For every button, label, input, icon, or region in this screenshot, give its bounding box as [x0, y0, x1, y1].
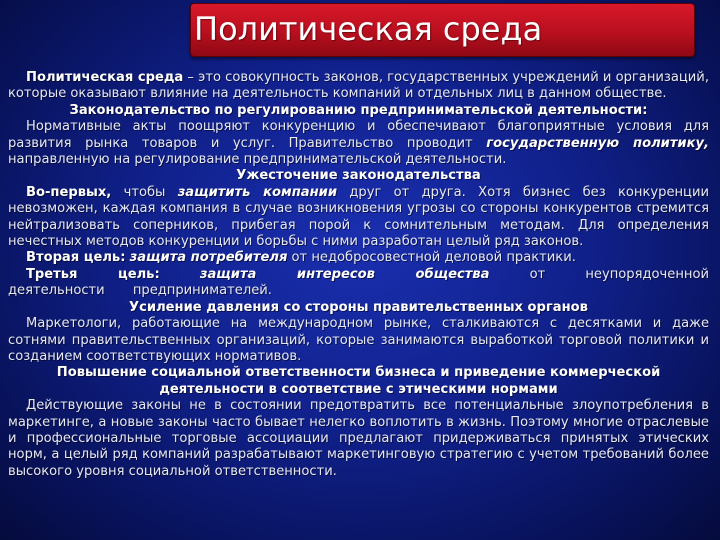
legislation-text-a: Нормативные акты поощряют конкуренцию и обеспечивают благоприятные условия для развития рынка товаров и услуг. Правительство проводит: [8, 119, 709, 151]
third-goal-emphasis: защита интересов общества: [199, 266, 490, 282]
heading-legislation: Законодательство по регулированию предпринимательской деятельности:: [69, 102, 648, 118]
slide-title: Политическая среда: [194, 10, 543, 48]
second-goal-text: от недобросовестной деловой практики.: [287, 250, 576, 266]
first-goal-text-b: друг от друга. Хотя бизнес без конкуренции невозможен, каждая компания в случае возникновения угрозы со стороны конкурентов стремится нейтрализовать соперников, прибегая порой к сомнительным методам. Для определения нечестных методов конкуренции и борьбы с ними разработан целый ряд законов.: [8, 184, 709, 250]
paragraph-second-goal: [8, 250, 709, 266]
paragraph-third-goal: [8, 267, 709, 300]
third-goal-lead: Третья цель:: [26, 266, 160, 282]
heading-social-responsibility: Повышение социальной ответственности бизнеса и приведение коммерческой деятельности в соответствие с этическими нормами: [56, 365, 661, 397]
heading-government-pressure: Усиление давления со стороны правительственных органов: [129, 299, 588, 315]
paragraph-government-pressure: Маркетологи, работающие на международном рынке, сталкиваются с десятками и даже сотнями правительственных организаций, которые занимаются выработкой торговой политики и созданием соответствующих нормативов.: [8, 316, 709, 364]
slide-body: [8, 70, 709, 480]
legislation-emphasis: государственную политику,: [486, 135, 709, 151]
paragraph-legislation: [8, 119, 709, 168]
first-goal-text-a: чтобы: [111, 184, 178, 200]
definition-text: – это совокупность законов, государственных учреждений и организаций, которые оказывают влияние на деятельность компаний и отдельных лиц в данном обществе.: [8, 70, 709, 102]
first-goal-emphasis: защитить компании: [177, 184, 338, 200]
second-goal-lead: Вторая цель:: [26, 250, 126, 266]
paragraph-definition: [8, 70, 709, 103]
heading-tightening: Ужесточение законодательства: [236, 168, 481, 184]
legislation-text-b: направленную на регулирование предпринимательской деятельности.: [8, 152, 507, 168]
paragraph-first-goal: [8, 185, 709, 251]
term-political-environment: Политическая среда: [26, 70, 184, 85]
paragraph-social-responsibility: Действующие законы не в состоянии предотвратить все потенциальные злоупотребления в маркетинге, а новые законы часто бывает нелегко воплотить в жизнь. Поэтому многие отраслевые и профессиональные торговые ассоциации предлагают придерживаться принятых этических норм, а целый ряд компаний разрабатывают маркетинговую стратегию с учетом требований более высокого уровня социальной ответственности.: [8, 398, 709, 479]
first-goal-lead: Во-первых,: [26, 184, 112, 200]
second-goal-emphasis: защита потребителя: [129, 250, 288, 266]
third-goal-text: от неупорядоченной деятельности предпринимателей.: [8, 266, 709, 299]
